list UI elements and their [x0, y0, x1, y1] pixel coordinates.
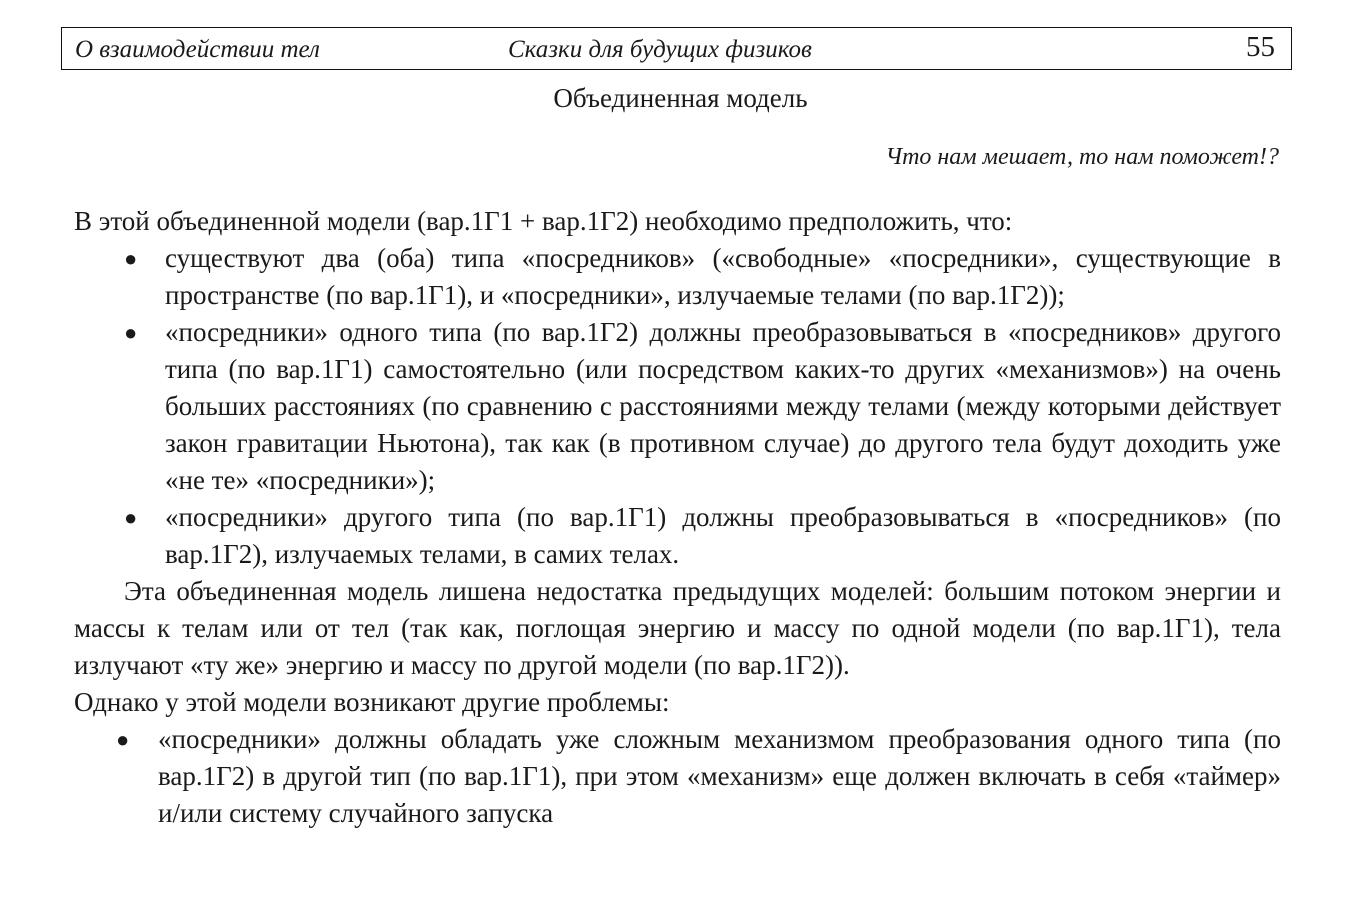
intro-paragraph: В этой объединенной модели (вар.1Г1 + вар.1Г2) необходимо предположить, что:	[74, 206, 1013, 236]
section-title: Объединенная модель	[553, 83, 808, 113]
bullet-icon: ●	[124, 320, 138, 345]
page-number: 55	[1246, 31, 1275, 63]
body-paragraph-problems: Однако у этой модели возникают другие проблемы:	[74, 687, 670, 717]
running-header	[61, 27, 1292, 70]
list-item-text: «посредники» должны обладать уже сложным механизмом преобразования одного типа (по вар.1Г2) в другой тип (по вар.1Г1), при этом «механизм» еще должен включать в себя «таймер» и/или систему случайного запуска	[158, 724, 1281, 828]
bullet-icon: ●	[124, 246, 138, 271]
bullet-icon: ●	[124, 505, 138, 530]
bullet-icon: ●	[116, 727, 130, 752]
header-chapter-title: О взаимодействии тел	[75, 36, 320, 63]
body-text	[74, 203, 1281, 832]
assumptions-list	[74, 240, 1281, 573]
epigraph: Что нам мешает, то нам поможет!?	[885, 144, 1279, 170]
problems-list	[74, 721, 1281, 832]
header-book-title: Сказки для будущих физиков	[508, 36, 812, 63]
list-item-text: «посредники» другого типа (по вар.1Г1) должны преобразовываться в «посредников» (по вар.1Г2), излучаемых телами, в самих телах.	[165, 502, 1281, 569]
list-item	[74, 499, 1281, 573]
list-item-text: «посредники» одного типа (по вар.1Г2) должны преобразовываться в «посредников» другого типа (по вар.1Г1) самостоятельно (или посредством каких-то других «механизмов») на очень больших расстояниях (по сравнению с расстояниями между телами (между которыми действует закон гравитации Ньютона), так как (в противном случае) до другого тела будут доходить уже «не те» «посредники»);	[165, 317, 1281, 495]
body-paragraph: Эта объединенная модель лишена недостатка предыдущих моделей: большим потоком энергии и массы к телам или от тел (так как, поглощая энергию и массу по одной модели (по вар.1Г1), тела излучают «ту же» энергию и массу по другой модели (по вар.1Г2)).	[74, 576, 1281, 680]
list-item	[74, 314, 1281, 499]
list-item	[74, 240, 1281, 314]
list-item	[74, 721, 1281, 832]
list-item-text: существуют два (оба) типа «посредников» («свободные» «посредники», существующие в пространстве (по вар.1Г1), и «посредники», излучаемые телами (по вар.1Г2));	[165, 243, 1281, 310]
